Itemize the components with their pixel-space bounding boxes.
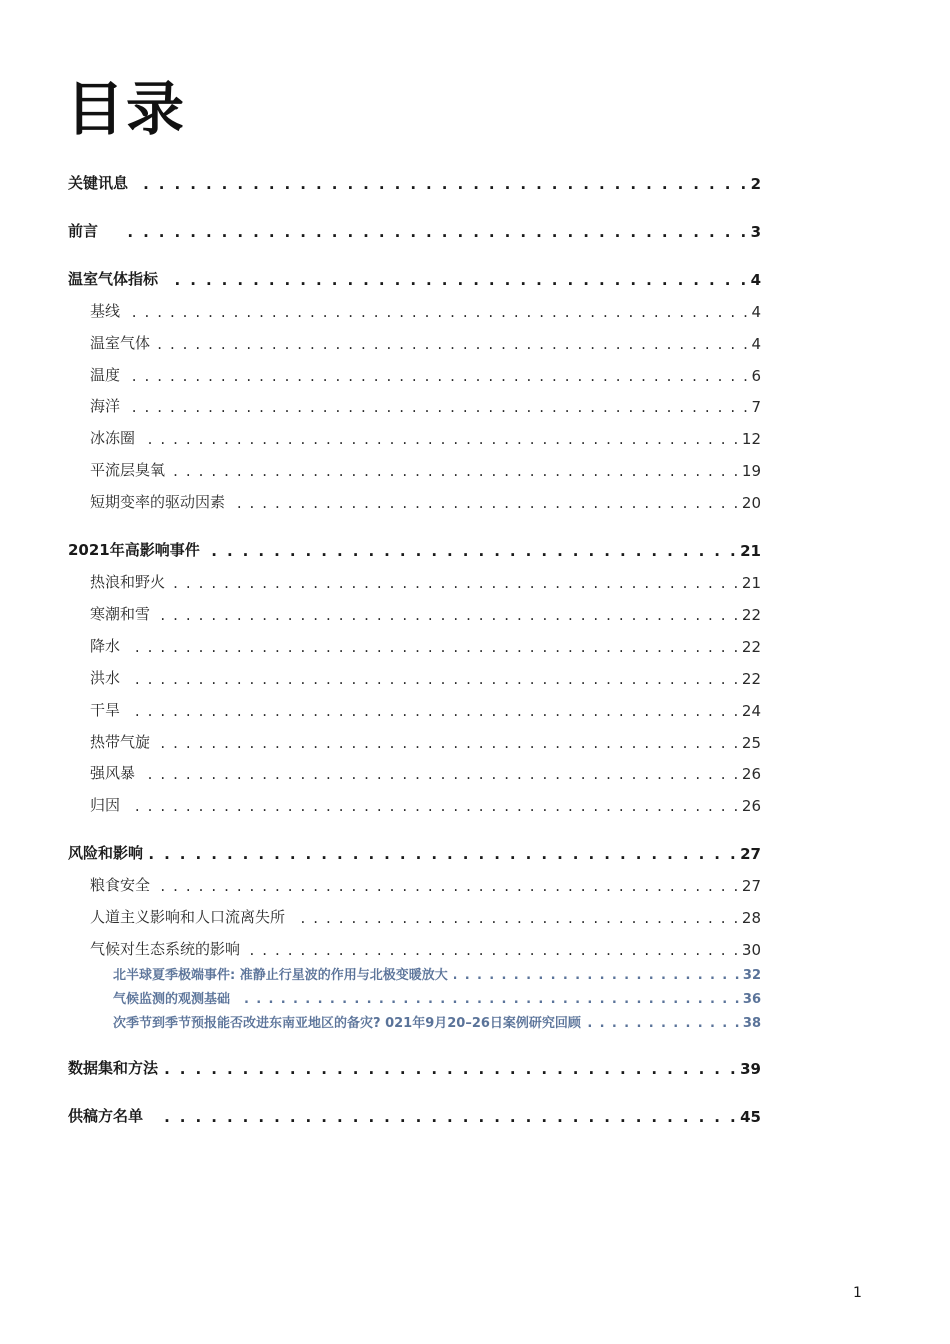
dot-leader: [134, 175, 749, 193]
toc-entry-label: 温度: [90, 366, 121, 384]
dot-leader: [153, 1108, 738, 1126]
dot-leader: [141, 430, 740, 448]
dot-leader: [156, 335, 749, 353]
dot-leader: [126, 367, 749, 385]
toc-entry-label: 次季节到季节预报能否改进东南亚地区的备灾? 021年9月20–26日案例研究回顾: [113, 1016, 581, 1031]
dot-leader: [171, 462, 740, 480]
toc-entry-label: 前言: [68, 222, 99, 240]
page-title: 目录: [66, 75, 187, 143]
toc-entry-page: 27: [741, 877, 761, 895]
toc-entry-case-study-planetary-waves[interactable]: [113, 964, 761, 983]
toc-entry-label: 数据集和方法: [68, 1059, 159, 1077]
toc-entry-risks-impacts[interactable]: [68, 842, 761, 863]
toc-entry-cold-snow[interactable]: [90, 603, 761, 624]
dot-leader: [164, 1060, 738, 1078]
toc-entry-label: 平流层臭氧: [90, 461, 166, 479]
toc-entry-drought[interactable]: [90, 699, 761, 720]
toc-entry-short-term-drivers[interactable]: [90, 491, 761, 512]
toc-entry-page: 4: [751, 303, 761, 321]
toc-entry-label: 归因: [90, 796, 121, 814]
toc-entry-page: 22: [741, 606, 761, 624]
toc-entry-label: 降水: [90, 637, 121, 655]
toc-entry-label: 风险和影响: [68, 844, 144, 862]
toc-entry-label: 海洋: [90, 397, 121, 415]
toc-entry-label: 人道主义影响和人口流离失所: [90, 908, 286, 926]
toc-entry-page: 27: [740, 845, 761, 863]
toc-entry-heatwaves-wildfires[interactable]: [90, 571, 761, 592]
dot-leader: [156, 877, 740, 895]
toc-entry-label: 干旱: [90, 701, 121, 719]
toc-entry-page: 22: [741, 638, 761, 656]
toc-entry-foreword[interactable]: [68, 220, 761, 241]
toc-entry-label: 气候对生态系统的影响: [90, 940, 241, 958]
toc-entry-baseline[interactable]: [90, 300, 761, 321]
toc-entry-page: 38: [742, 1016, 761, 1031]
dot-leader: [126, 797, 740, 815]
toc-entry-cryosphere[interactable]: [90, 427, 761, 448]
dot-leader: [164, 271, 749, 289]
toc-entry-label: 强风暴: [90, 764, 136, 782]
dot-leader: [122, 223, 749, 241]
toc-entry-label: 热带气旋: [90, 733, 151, 751]
toc-entry-page: 21: [741, 574, 761, 592]
toc-entry-flooding[interactable]: [90, 667, 761, 688]
toc-entry-page: 25: [741, 734, 761, 752]
toc-entry-label: 洪水: [90, 669, 121, 687]
toc-entry-humanitarian-displacement[interactable]: [90, 906, 761, 927]
toc-entry-label: 北半球夏季极端事件: 准静止行星波的作用与北极变暖放大: [113, 968, 448, 983]
toc-entry-label: 寒潮和雪: [90, 605, 151, 623]
toc-entry-severe-storms[interactable]: [90, 762, 761, 783]
toc-entry-page: 26: [741, 797, 761, 815]
toc-entry-label: 温室气体指标: [68, 270, 159, 288]
toc-entry-page: 6: [751, 367, 761, 385]
toc-entry-ocean[interactable]: [90, 395, 761, 416]
dot-leader: [291, 909, 740, 927]
toc-entry-page: 45: [740, 1108, 761, 1126]
toc-entry-page: 26: [741, 765, 761, 783]
toc-entry-ecosystem-impacts[interactable]: [90, 938, 761, 959]
toc-entry-label: 2021年高影响事件: [68, 541, 200, 559]
toc-entry-case-study-s2s-forecast[interactable]: [113, 1012, 761, 1031]
dot-leader: [231, 494, 740, 512]
toc-entry-ghg[interactable]: [90, 332, 761, 353]
toc-entry-datasets-methods[interactable]: [68, 1057, 761, 1078]
dot-leader: [126, 638, 740, 656]
toc-entry-page: 39: [740, 1060, 761, 1078]
toc-entry-page: 4: [751, 335, 761, 353]
dot-leader: [156, 734, 740, 752]
dot-leader: [236, 991, 741, 1007]
toc-entry-page: 36: [742, 992, 761, 1007]
toc-entry-page: 20: [741, 494, 761, 512]
toc-entry-attribution[interactable]: [90, 794, 761, 815]
toc-entry-page: 4: [750, 271, 761, 289]
toc-entry-page: 22: [741, 670, 761, 688]
toc-entry-tropical-cyclones[interactable]: [90, 731, 761, 752]
toc-entry-stratospheric-ozone[interactable]: [90, 459, 761, 480]
dot-leader: [206, 542, 738, 560]
toc-entry-key-messages[interactable]: [68, 172, 761, 193]
dot-leader: [141, 765, 740, 783]
toc-entry-page: 19: [741, 462, 761, 480]
toc-entry-label: 冰冻圈: [90, 429, 136, 447]
toc-entry-page: 12: [741, 430, 761, 448]
dot-leader: [587, 1015, 741, 1031]
toc-entry-page: 3: [750, 223, 761, 241]
toc-entry-label: 短期变率的驱动因素: [90, 493, 226, 511]
toc-entry-label: 温室气体: [90, 334, 151, 352]
toc-entry-ghg-indicators[interactable]: [68, 268, 761, 289]
toc-entry-page: 7: [751, 398, 761, 416]
toc-entry-high-impact-events[interactable]: [68, 539, 761, 560]
page-number: 1: [853, 1285, 862, 1301]
toc-entry-precipitation[interactable]: [90, 635, 761, 656]
toc-entry-label: 热浪和野火: [90, 573, 166, 591]
toc-entry-page: 30: [741, 941, 761, 959]
dot-leader: [126, 303, 749, 321]
dot-leader: [454, 967, 741, 983]
dot-leader: [149, 845, 738, 863]
dot-leader: [171, 574, 740, 592]
dot-leader: [126, 670, 740, 688]
toc-entry-temperature[interactable]: [90, 364, 761, 385]
toc-entry-label: 粮食安全: [90, 876, 151, 894]
toc-entry-page: 21: [740, 542, 761, 560]
toc-entry-contributors[interactable]: [68, 1105, 761, 1126]
toc-entry-page: 2: [750, 175, 761, 193]
toc-entry-page: 32: [742, 968, 761, 983]
toc-entry-label: 关键讯息: [68, 174, 129, 192]
toc-entry-label: 供稿方名单: [68, 1107, 144, 1125]
toc-entry-page: 24: [741, 702, 761, 720]
toc-entry-label: 气候监测的观测基础: [113, 992, 231, 1007]
toc-entry-label: 基线: [90, 302, 121, 320]
toc-entry-food-security[interactable]: [90, 874, 761, 895]
toc-entry-page: 28: [741, 909, 761, 927]
dot-leader: [126, 398, 749, 416]
dot-leader: [156, 606, 740, 624]
dot-leader: [126, 702, 740, 720]
dot-leader: [246, 941, 740, 959]
toc-entry-case-study-observations[interactable]: [113, 988, 761, 1007]
